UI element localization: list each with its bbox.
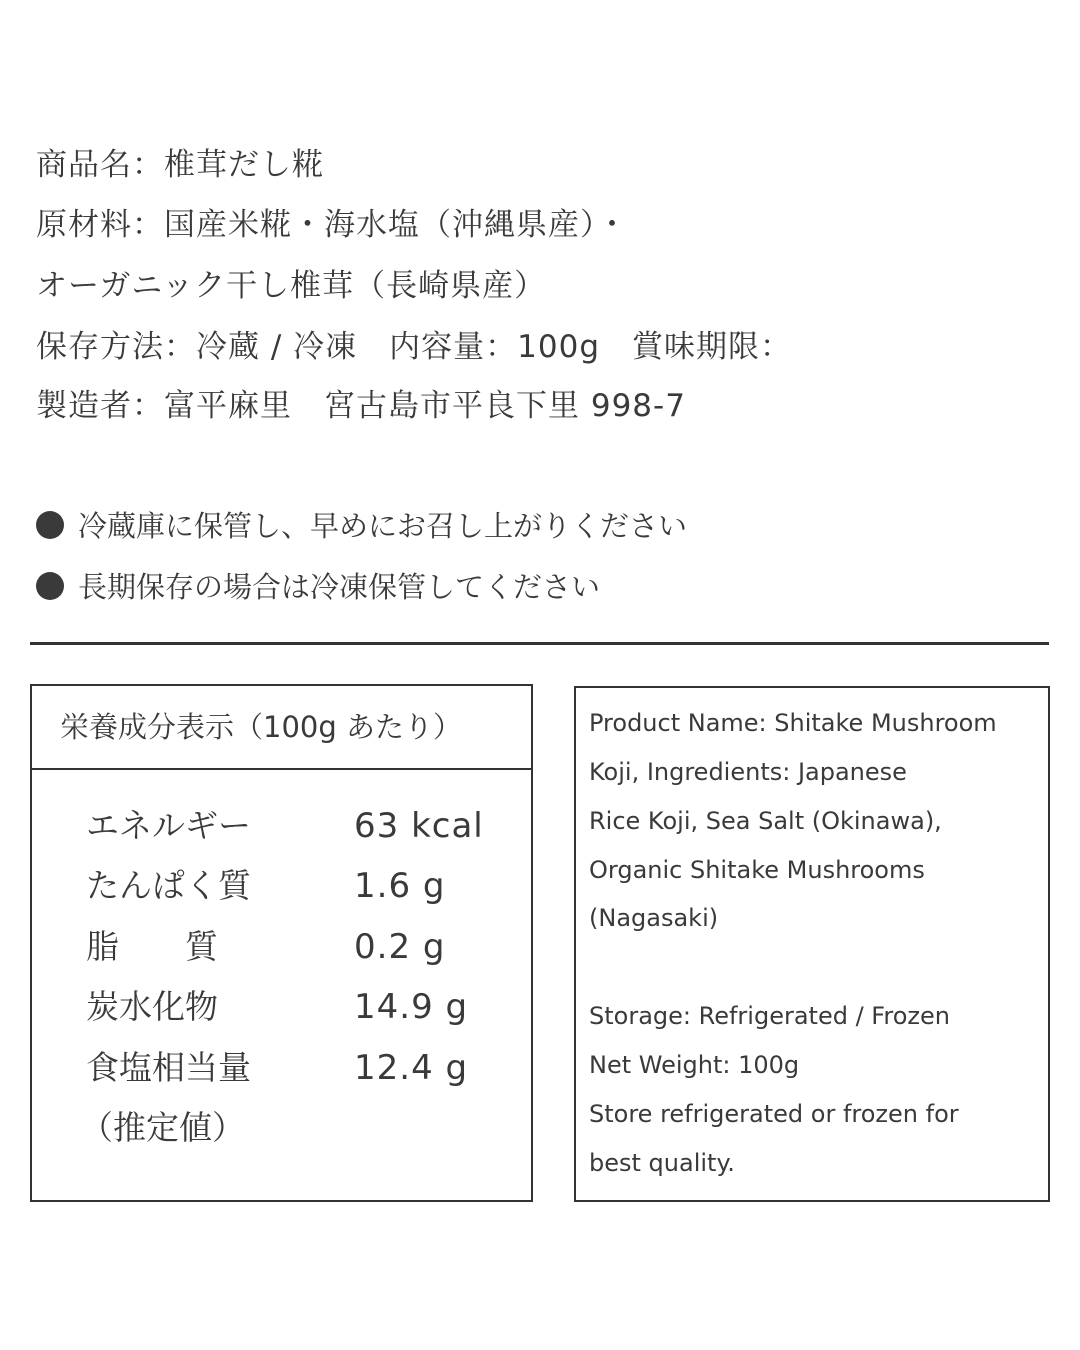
nutrition-table <box>30 684 533 1202</box>
nutrient-label: 食塩相当量 <box>86 1048 251 1087</box>
note-text: 冷蔵庫に保管し、早めにお召し上がりください <box>78 509 688 543</box>
nutrient-label: たんぱく質 <box>86 866 251 905</box>
bullet-icon <box>36 572 64 600</box>
nutrient-label: 炭水化物 <box>86 987 218 1026</box>
english-line: Net Weight: 100g <box>589 1051 800 1079</box>
english-line: Organic Shitake Mushrooms <box>589 856 925 884</box>
ingredients-line-1: 原材料：国産米糀・海水塩（沖縄県産）・ <box>36 207 629 243</box>
bullet-icon <box>36 511 64 539</box>
english-line: Store refrigerated or frozen for <box>589 1100 959 1128</box>
nutrient-value: 0.2 g <box>354 927 446 967</box>
english-line: Storage: Refrigerated / Frozen <box>589 1002 950 1030</box>
note-text: 長期保存の場合は冷凍保管してください <box>78 570 601 604</box>
product-name: 商品名：椎茸だし糀 <box>36 147 324 183</box>
nutrient-value: 1.6 g <box>354 866 446 906</box>
maker-line: 製造者：富平麻里 宮古島市平良下里 998-7 <box>36 388 686 424</box>
nutrition-title: 栄養成分表示（100g あたり） <box>32 686 531 770</box>
nutrient-value: 63 kcal <box>354 806 484 846</box>
nutrition-footnote: （推定値） <box>80 1108 245 1147</box>
ingredients-line-2: オーガニック干し椎茸（長崎県産） <box>36 268 547 304</box>
nutrient-label: 脂 質 <box>86 927 218 966</box>
note-item <box>36 567 600 607</box>
nutrient-value: 14.9 g <box>354 987 469 1027</box>
english-line: Product Name: Shitake Mushroom <box>589 709 997 737</box>
english-line: (Nagasaki) <box>589 904 719 932</box>
nutrient-label: エネルギー <box>86 806 251 845</box>
note-item <box>36 506 687 546</box>
english-line: Koji, Ingredients: Japanese <box>589 758 907 786</box>
divider <box>30 642 1049 645</box>
english-line: Rice Koji, Sea Salt (Okinawa), <box>589 807 942 835</box>
nutrient-value: 12.4 g <box>354 1048 469 1088</box>
english-label-box <box>574 686 1050 1202</box>
storage-line: 保存方法：冷蔵 / 冷凍 内容量：100g 賞味期限： <box>36 329 792 365</box>
english-line: best quality. <box>589 1149 735 1177</box>
